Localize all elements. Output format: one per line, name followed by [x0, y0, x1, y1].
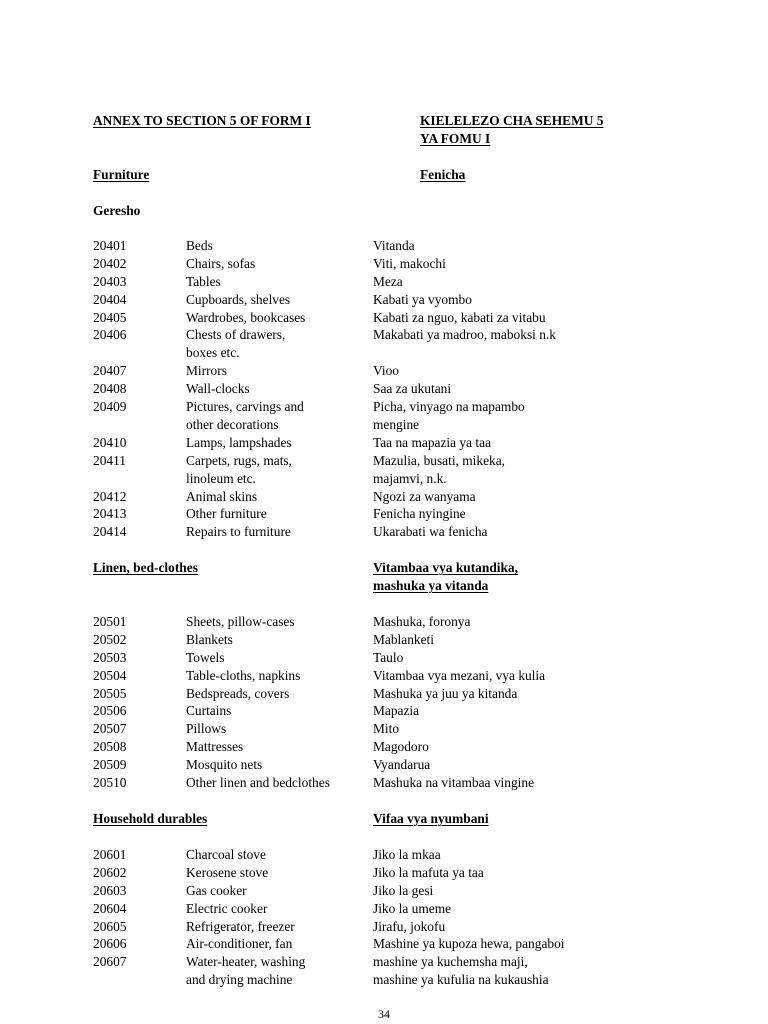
- table-row: [93, 882, 693, 900]
- table-row: [93, 273, 693, 291]
- item-english: Mattresses: [186, 739, 244, 755]
- table-row: [93, 667, 693, 685]
- annex-title-swahili-line2: YA FOMU I: [420, 131, 491, 146]
- table-row: [93, 953, 693, 989]
- item-swahili-continued: mashine ya kufulia na kukaushia: [373, 972, 549, 988]
- item-code: 20604: [93, 900, 127, 916]
- item-code: 20606: [93, 936, 127, 952]
- item-english: Other linen and bedclothes: [186, 775, 330, 791]
- page-number: 34: [378, 1007, 390, 1021]
- item-english: Curtains: [186, 703, 232, 719]
- item-swahili: Meza: [373, 273, 403, 289]
- item-english: Wardrobes, bookcases: [186, 309, 306, 325]
- item-code: 20409: [93, 399, 127, 415]
- annex-title-swahili-line1: KIELELEZO CHA SEHEMU 5: [420, 113, 604, 128]
- item-swahili: Makabati ya madroo, maboksi n.k: [373, 327, 556, 343]
- item-english: Kerosene stove: [186, 864, 269, 880]
- item-english: Cupboards, shelves: [186, 291, 291, 307]
- item-english: Lamps, lampshades: [186, 434, 292, 450]
- item-swahili: Jiko la mafuta ya taa: [373, 864, 484, 880]
- item-code: 20404: [93, 291, 127, 307]
- item-code: 20508: [93, 739, 127, 755]
- item-english: Mosquito nets: [186, 757, 263, 773]
- item-english: Refrigerator, freezer: [186, 918, 295, 934]
- item-code: 20501: [93, 614, 127, 629]
- item-english: Other furniture: [186, 506, 267, 522]
- item-code: 20509: [93, 757, 127, 773]
- item-swahili: Vitanda: [373, 238, 415, 253]
- item-code: 20601: [93, 847, 127, 862]
- item-swahili: Jiko la gesi: [373, 882, 434, 898]
- item-code: 20412: [93, 488, 127, 504]
- table-row: [93, 702, 693, 720]
- table-row: [93, 774, 693, 792]
- item-english-continued: and drying machine: [186, 972, 293, 988]
- item-swahili: Magodoro: [373, 739, 429, 755]
- item-swahili: Ngozi za wanyama: [373, 488, 476, 504]
- item-code: 20410: [93, 434, 127, 450]
- item-swahili: Mapazia: [373, 703, 420, 719]
- item-swahili: Fenicha nyingine: [373, 506, 466, 522]
- item-swahili: Jiko la umeme: [373, 900, 452, 916]
- item-english: Pictures, carvings and: [186, 399, 304, 415]
- item-swahili: Taulo: [373, 649, 404, 665]
- item-code: 20406: [93, 327, 127, 343]
- table-row: [93, 864, 693, 882]
- item-english: Towels: [186, 649, 225, 665]
- item-swahili: Vioo: [373, 363, 399, 379]
- item-code: 20402: [93, 255, 127, 271]
- table-row: [93, 380, 693, 398]
- item-swahili: Ukarabati wa fenicha: [373, 524, 488, 540]
- linen-table: [93, 613, 693, 792]
- table-row: [93, 613, 693, 631]
- item-code: 20414: [93, 524, 127, 540]
- table-row: [93, 935, 693, 953]
- item-swahili: Mablanketi: [373, 631, 434, 647]
- item-english-continued: boxes etc.: [186, 345, 240, 361]
- item-code: 20401: [93, 238, 127, 253]
- item-code: 20607: [93, 954, 127, 970]
- table-row: [93, 505, 693, 523]
- item-code: 20507: [93, 721, 127, 737]
- item-english: Charcoal stove: [186, 847, 266, 862]
- item-english: Bedspreads, covers: [186, 685, 290, 701]
- annex-title-english: ANNEX TO SECTION 5 OF FORM I: [93, 113, 311, 128]
- item-english: Beds: [186, 238, 213, 253]
- item-swahili: Saa za ukutani: [373, 381, 452, 397]
- item-code: 20605: [93, 918, 127, 934]
- item-swahili-continued: mengine: [373, 416, 420, 432]
- section-heading-vifaa: Vifaa vya nyumbani: [373, 811, 489, 826]
- item-english: Chairs, sofas: [186, 255, 256, 271]
- item-code: 20602: [93, 864, 127, 880]
- item-code: 20510: [93, 775, 127, 791]
- item-english: Pillows: [186, 721, 227, 737]
- item-swahili-continued: majamvi, n.k.: [373, 470, 447, 486]
- item-swahili: Picha, vinyago na mapambo: [373, 399, 525, 415]
- item-english: Chests of drawers,: [186, 327, 286, 343]
- section-heading-vitambaa-line2: mashuka ya vitanda: [373, 578, 489, 593]
- table-row: [93, 846, 693, 864]
- item-english: Mirrors: [186, 363, 227, 379]
- item-swahili: Kabati za nguo, kabati za vitabu: [373, 309, 546, 325]
- table-row: [93, 918, 693, 936]
- item-english: Animal skins: [186, 488, 258, 504]
- item-code: 20502: [93, 631, 127, 647]
- item-code: 20403: [93, 273, 127, 289]
- item-code: 20413: [93, 506, 127, 522]
- table-row: [93, 291, 693, 309]
- item-english-continued: linoleum etc.: [186, 470, 256, 486]
- table-row: [93, 631, 693, 649]
- item-code: 20408: [93, 381, 127, 397]
- table-row: [93, 720, 693, 738]
- section-heading-furniture: Furniture: [93, 167, 150, 182]
- item-code: 20505: [93, 685, 127, 701]
- section-heading-vitambaa-line1: Vitambaa vya kutandika,: [373, 560, 518, 575]
- item-code: 20411: [93, 452, 126, 468]
- section-heading-fenicha: Fenicha: [420, 167, 466, 182]
- item-english: Tables: [186, 273, 221, 289]
- table-row: [93, 362, 693, 380]
- table-row: [93, 309, 693, 327]
- item-english: Electric cooker: [186, 900, 268, 916]
- item-english: Carpets, rugs, mats,: [186, 452, 292, 468]
- table-row: [93, 255, 693, 273]
- table-row: [93, 738, 693, 756]
- item-swahili: Mashuka, foronya: [373, 614, 471, 629]
- table-row: [93, 326, 693, 362]
- item-code: 20503: [93, 649, 127, 665]
- item-swahili: Mashuka ya juu ya kitanda: [373, 685, 518, 701]
- table-row: [93, 900, 693, 918]
- item-english: Air-conditioner, fan: [186, 936, 293, 952]
- item-english: Repairs to furniture: [186, 524, 291, 540]
- table-row: [93, 756, 693, 774]
- section-heading-linen: Linen, bed-clothes: [93, 560, 198, 575]
- table-row: [93, 237, 693, 255]
- table-row: [93, 649, 693, 667]
- item-swahili: Vyandarua: [373, 757, 431, 773]
- table-row: [93, 523, 693, 541]
- table-row: [93, 488, 693, 506]
- item-swahili: Jirafu, jokofu: [373, 918, 446, 934]
- durables-table: [93, 846, 693, 989]
- item-swahili: mashine ya kuchemsha maji,: [373, 954, 528, 970]
- table-row: [93, 685, 693, 703]
- item-english-continued: other decorations: [186, 416, 279, 432]
- item-swahili: Mito: [373, 721, 400, 737]
- item-code: 20407: [93, 363, 127, 379]
- item-code: 20405: [93, 309, 127, 325]
- item-swahili: Mashuka na vitambaa vingine: [373, 775, 535, 791]
- item-english: Gas cooker: [186, 882, 247, 898]
- item-swahili: Kabati ya vyombo: [373, 291, 472, 307]
- item-english: Wall-clocks: [186, 381, 250, 397]
- item-english: Table-cloths, napkins: [186, 667, 301, 683]
- table-row: [93, 452, 693, 488]
- item-code: 20603: [93, 882, 127, 898]
- item-english: Water-heater, washing: [186, 954, 306, 970]
- item-swahili: Taa na mapazia ya taa: [373, 434, 492, 450]
- item-swahili: Mazulia, busati, mikeka,: [373, 452, 506, 468]
- item-code: 20504: [93, 667, 127, 683]
- subheading-geresho: Geresho: [93, 203, 141, 218]
- item-english: Blankets: [186, 631, 233, 647]
- section-heading-household-durables: Household durables: [93, 811, 208, 826]
- furniture-table: [93, 237, 693, 541]
- table-row: [93, 434, 693, 452]
- item-swahili: Mashine ya kupoza hewa, pangaboi: [373, 936, 565, 952]
- item-swahili: Viti, makochi: [373, 255, 446, 271]
- item-english: Sheets, pillow-cases: [186, 614, 295, 629]
- item-swahili: Vitambaa vya mezani, vya kulia: [373, 667, 546, 683]
- item-code: 20506: [93, 703, 127, 719]
- table-row: [93, 398, 693, 434]
- item-swahili: Jiko la mkaa: [373, 847, 441, 862]
